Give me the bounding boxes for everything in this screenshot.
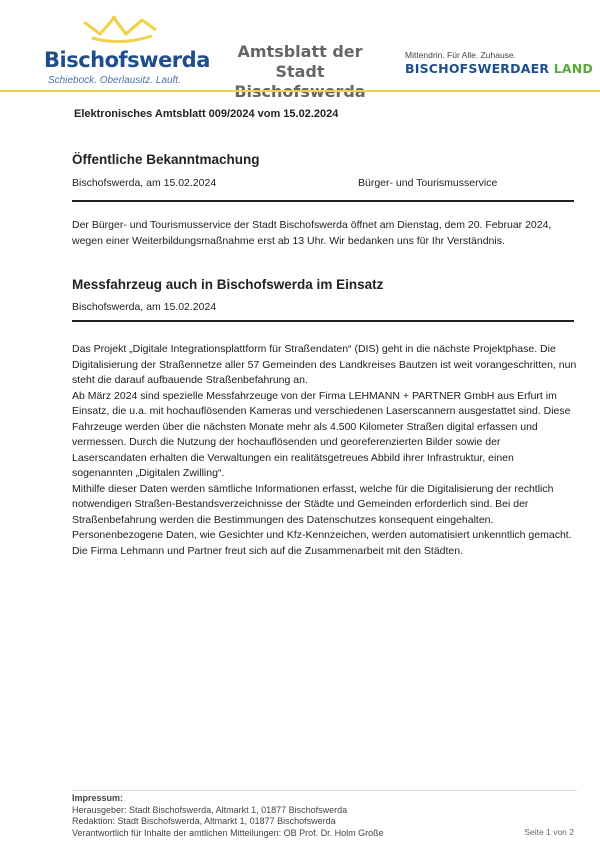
page-number: Seite 1 von 2 xyxy=(524,827,574,837)
region-logo xyxy=(405,50,593,76)
brand-name: Bischofswerda xyxy=(44,48,210,72)
publication-title xyxy=(210,42,390,102)
edition-line: Elektronisches Amtsblatt 009/2024 vom 15.02.2024 xyxy=(74,108,339,120)
region-name-part1: BISCHOFSWERDAER xyxy=(405,61,550,76)
region-slogan: Mittendrin. Für Alle. Zuhause. xyxy=(405,50,517,60)
section1-department: Bürger- und Tourismusservice xyxy=(358,177,498,189)
brand-tagline: Schiebock. Oberlausitz. Lauft. xyxy=(48,75,181,86)
section1-paragraph: Der Bürger- und Tourismusservice der Stadt Bischofswerda öffnet am Dienstag, dem 20. Februar 2024, wegen einer Weiterbildungsmaßnahme erst ab 13 Uhr. Wir bedanken uns für Ihr Verständnis. xyxy=(72,219,552,247)
section1-body xyxy=(72,218,577,249)
section2-heading: Messfahrzeug auch in Bischofswerda im Einsatz xyxy=(72,277,384,292)
section2-paragraph: Mithilfe dieser Daten werden sämtliche Informationen erfasst, welche für die Digitalisierung der rechtlich notwendigen Straßen-Bestandsverzeichnisse der Städte und Gemeinden erforderlich sind. Bei der Straßenbefahrung werden die Bestimmungen des Datenschutzes konsequent eingehalten. Personenbezogene Daten, wie Gesichter und Kfz-Kennzeichen, werden automatisiert unkenntlich gemacht. xyxy=(72,482,572,541)
header-divider xyxy=(0,90,600,92)
section2-divider xyxy=(72,320,574,322)
title-line-1: Amtsblatt der xyxy=(237,42,363,61)
impressum-label: Impressum: xyxy=(72,793,124,803)
impressum-publisher: Herausgeber: Stadt Bischofswerda, Altmarkt 1, 01877 Bischofswerda xyxy=(72,804,348,815)
section2-body xyxy=(72,342,577,559)
section2-paragraph: Die Firma Lehmann und Partner freut sich auf die Zusammenarbeit mit den Städten. xyxy=(72,544,464,557)
page-header xyxy=(0,0,600,92)
crown-icon xyxy=(80,14,160,48)
section2-paragraph: Das Projekt „Digitale Integrationsplattform für Straßendaten“ (DIS) geht in die nächste Projektphase. Die Digitalisierung der Straßennetze aller 57 Gemeinden des Landkreises Bautzen ist weit vorangeschritten, nun steht die darauf aufbauende Straßenbefahrung an. xyxy=(72,343,577,386)
region-name xyxy=(405,61,593,76)
city-logo xyxy=(44,14,210,86)
section2-paragraph: Ab März 2024 sind spezielle Messfahrzeuge von der Firma LEHMANN + PARTNER GmbH aus Erfurt im Einsatz, die u.a. mit hochauflösenden Kameras und verschiedenen Laserscannern ausgestattet sind. Diese Fahrzeuge werden über die nächsten Monate mehr als 4.500 Kilometer Straßen digital erfassen und vermessen. Durch die Nutzung der hochauflösenden und georeferenzierten Bilder sowie der Laserscandaten erhalten die Verwaltungen ein realitätsgetreues Abbild ihrer Infrastruktur, einen sogenannten „Digitalen Zwilling“. xyxy=(72,389,571,479)
title-line-2: Stadt xyxy=(275,62,325,81)
impressum-editorial: Redaktion: Stadt Bischofswerda, Altmarkt 1, 01877 Bischofswerda xyxy=(72,816,336,826)
section2-place-date: Bischofswerda, am 15.02.2024 xyxy=(72,301,217,313)
impressum xyxy=(72,793,384,839)
region-name-part2: LAND xyxy=(553,61,593,76)
section1-divider xyxy=(72,200,574,202)
impressum-responsible: Verantwortlich für Inhalte der amtlichen Mitteilungen: OB Prof. Dr. Holm Große xyxy=(72,827,384,838)
section1-place-date: Bischofswerda, am 15.02.2024 xyxy=(72,177,217,189)
section1-heading: Öffentliche Bekanntmachung xyxy=(72,152,260,167)
footer-divider xyxy=(72,790,577,791)
